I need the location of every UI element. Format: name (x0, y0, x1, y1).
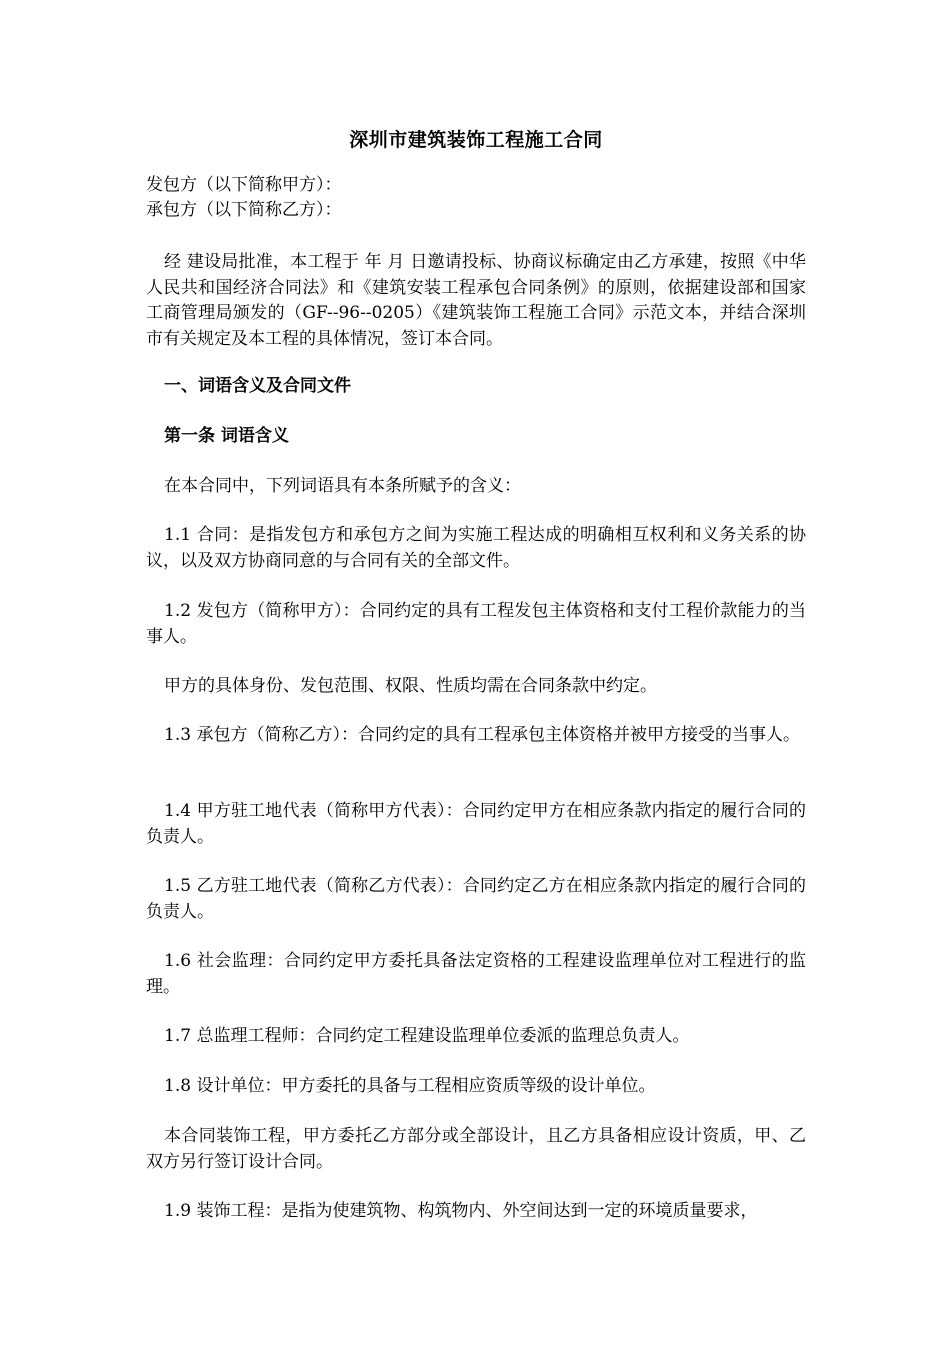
section-heading: 一、词语含义及合同文件 (164, 376, 351, 396)
document-title: 深圳市建筑装饰工程施工合同 (349, 129, 603, 151)
clause-1-4: 1.4 甲方驻工地代表（简称甲方代表）：合同约定甲方在相应条款内指定的履行合同的负责人。 (146, 801, 806, 847)
intro-paragraph: 在本合同中，下列词语具有本条所赋予的含义： (164, 476, 521, 496)
clause-1-2: 1.2 发包方（简称甲方）：合同约定的具有工程发包主体资格和支付工程价款能力的当事人。 (146, 601, 806, 647)
clause-1-2-note: 甲方的具体身份、发包范围、权限、性质均需在合同条款中约定。 (164, 676, 657, 696)
clause-1-6: 1.6 社会监理：合同约定甲方委托具备法定资格的工程建设监理单位对工程进行的监理。 (146, 951, 806, 997)
clause-1-5: 1.5 乙方驻工地代表（简称乙方代表）：合同约定乙方在相应条款内指定的履行合同的负责人。 (146, 876, 806, 922)
clause-1-7: 1.7 总监理工程师：合同约定工程建设监理单位委派的监理总负责人。 (164, 1026, 690, 1046)
party-a-line: 发包方（以下简称甲方）： (146, 175, 342, 195)
party-b-line: 承包方（以下简称乙方）： (146, 200, 342, 220)
preamble-paragraph: 经 建设局批准，本工程于 年 月 日邀请投标、协商议标确定由乙方承建，按照《中华人民共和国经济合同法》和《建筑安装工程承包合同条例》的原则，依据建设部和国家工商管理局颁发的（GF--96--0205）《建筑装饰工程施工合同》示范文本，并结合深圳市有关规定及本工程的具体情况，签订本合同。 (146, 252, 806, 349)
clause-1-8: 1.8 设计单位：甲方委托的具备与工程相应资质等级的设计单位。 (164, 1076, 656, 1096)
article-heading: 第一条 词语含义 (164, 426, 289, 446)
clause-1-9: 1.9 装饰工程：是指为使建筑物、构筑物内、外空间达到一定的环境质量要求， (164, 1201, 758, 1221)
clause-1-8-note: 本合同装饰工程，甲方委托乙方部分或全部设计，且乙方具备相应设计资质，甲、乙双方另行签订设计合同。 (146, 1126, 806, 1172)
clause-1-3: 1.3 承包方（简称乙方）：合同约定的具有工程承包主体资格并被甲方接受的当事人。 (164, 725, 800, 745)
clause-1-1: 1.1 合同：是指发包方和承包方之间为实施工程达成的明确相互权利和义务关系的协议，以及双方协商同意的与合同有关的全部文件。 (146, 525, 806, 571)
